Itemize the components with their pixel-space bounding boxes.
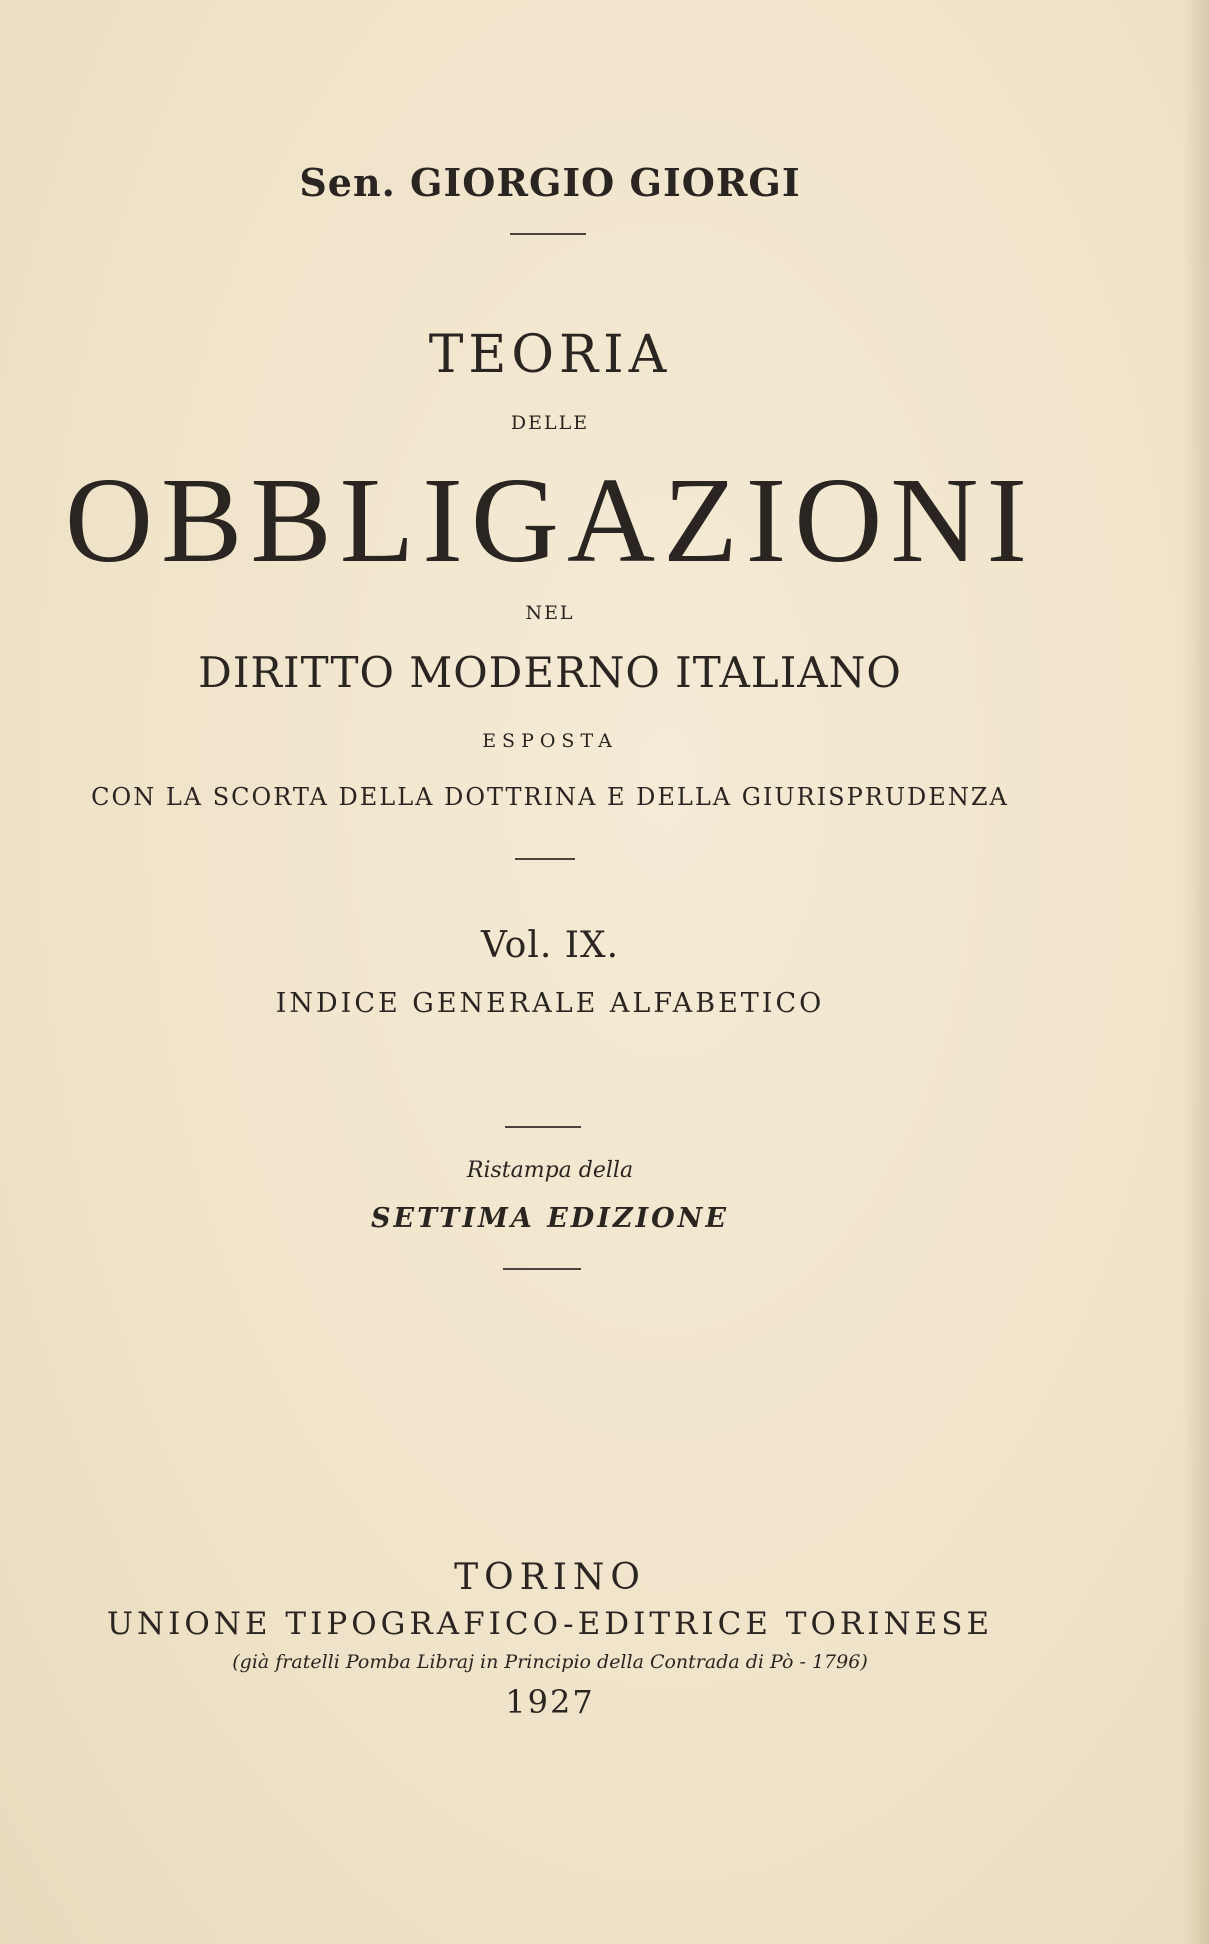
imprint-publisher: UNIONE TIPOGRAFICO-EDITRICE TORINESE (106, 1606, 994, 1642)
title-main: OBBLIGAZIONI (64, 453, 1036, 588)
volume-subject: INDICE GENERALE ALFABETICO (275, 988, 825, 1019)
reprint-label: Ristampa della (466, 1158, 634, 1183)
divider-rule (505, 1126, 581, 1128)
imprint-year: 1927 (505, 1683, 595, 1721)
title-scorta: CON LA SCORTA DELLA DOTTRINA E DELLA GIURISPRUDENZA (91, 783, 1009, 811)
divider-rule (510, 233, 586, 235)
imprint-city: TORINO (454, 1557, 646, 1598)
divider-rule (503, 1268, 581, 1270)
divider-rule (515, 858, 575, 860)
imprint-note: (già fratelli Pomba Libraj in Principio della Contrada di Pò - 1796) (232, 1651, 868, 1673)
title-delle: DELLE (510, 412, 590, 434)
author-name: GIORGIO GIORGI (410, 160, 801, 205)
subtitle: DIRITTO MODERNO ITALIANO (198, 648, 902, 697)
author-line (0, 160, 1100, 205)
page-edge-shadow (1183, 0, 1209, 1944)
title-esposta: ESPOSTA (482, 730, 618, 752)
title-teoria: TEORIA (428, 325, 672, 385)
title-nel: NEL (525, 602, 575, 624)
volume-number: Vol. IX. (480, 925, 620, 966)
edition-name: SETTIMA EDIZIONE (371, 1203, 729, 1234)
author-prefix: Sen. (299, 160, 396, 205)
